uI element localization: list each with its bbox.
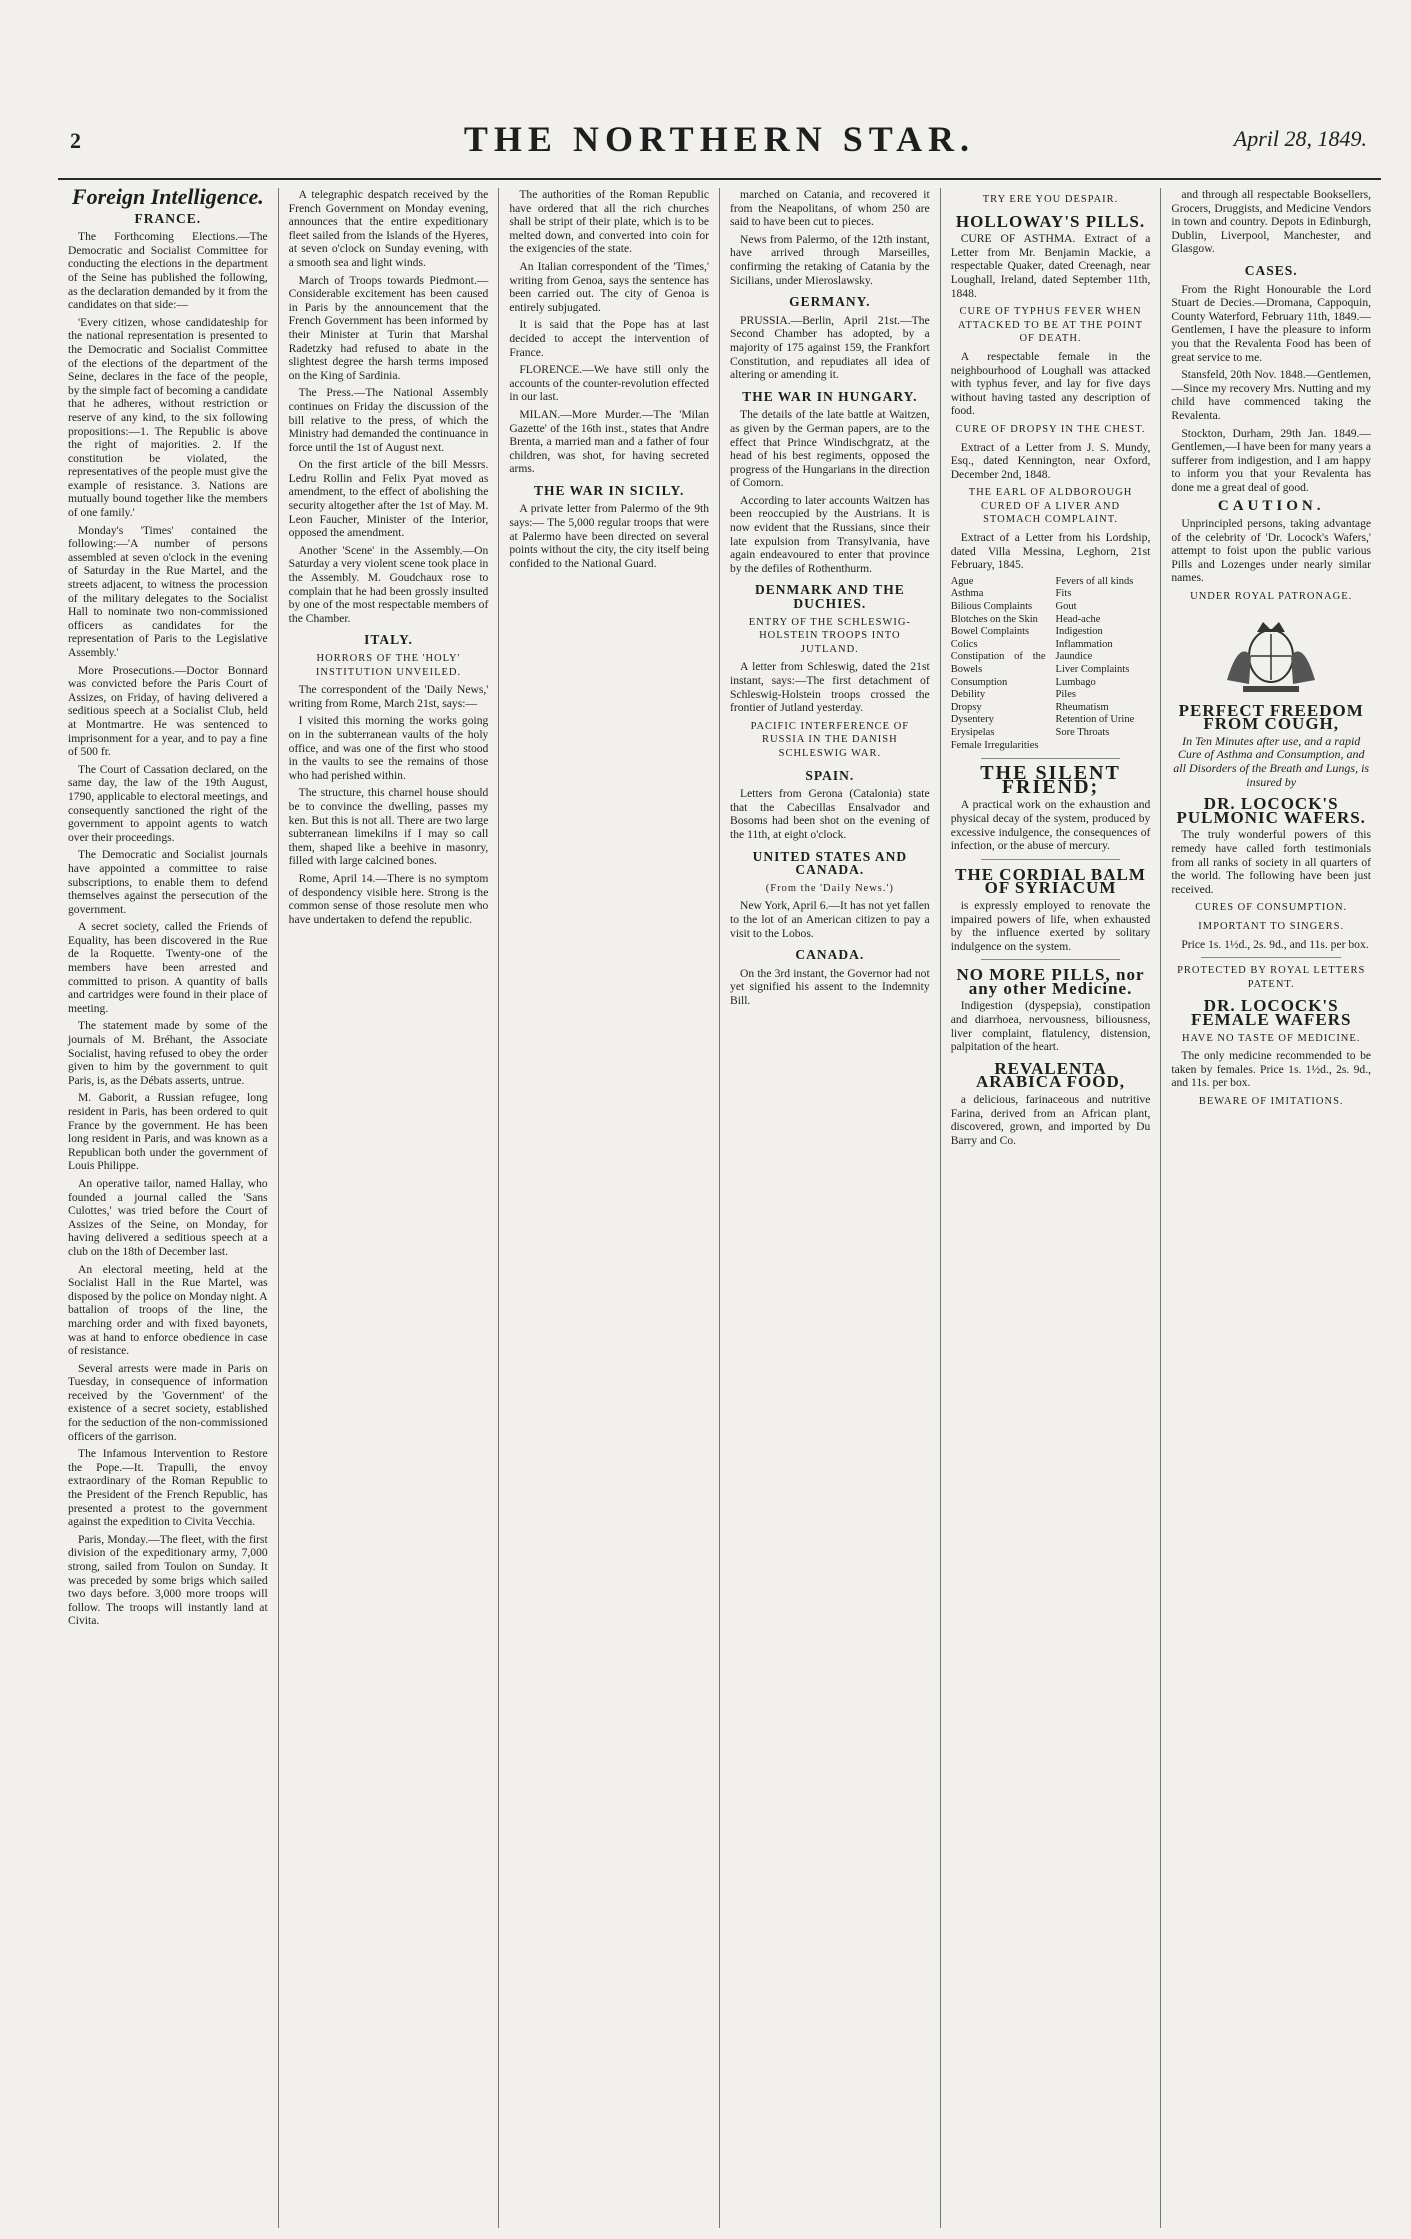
article-paragraph: The details of the late battle at Waitzen, as given by the German papers, are to the effect that Prince Windischgratz, at the head of his best regiments, opposed the progress of the Hungarians in the direction of Comorn. <box>730 408 930 490</box>
ad-kicker: CURE OF TYPHUS FEVER WHEN ATTACKED TO BE AT THE POINT OF DEATH. <box>958 306 1143 345</box>
section-heading: PROTECTED BY ROYAL LETTERS PATENT. <box>1177 965 1366 990</box>
article-paragraph: News from Palermo, of the 12th instant, have arrived through Marseilles, confirming the retaking of Catania by the Sicilians, under Mieroslawsky. <box>730 232 930 287</box>
newspaper-title: THE NORTHERN STAR. <box>463 119 976 159</box>
country-heading: CANADA. <box>795 947 865 963</box>
ad-body: Indigestion (dyspepsia), constipation and diarrhoea, nervousness, biliousness, liver complaint, flatulency, distension, palpitation of the heart. <box>950 999 1151 1054</box>
issue-date: April 28, 1849. <box>1233 126 1367 151</box>
article-source: (From the 'Daily News.') <box>765 882 894 894</box>
article-paragraph: It is said that the Pope has at last decided to accept the intervention of France. <box>509 318 710 359</box>
article-paragraph: On the 3rd instant, the Governor had not yet signified his assent to the Indemnity Bill. <box>730 966 930 1007</box>
ad-kicker: THE EARL OF ALDBOROUGH CURED OF A LIVER AND STOMACH COMPLAINT. <box>968 487 1133 526</box>
list-item: Bowel Complaints <box>950 626 1030 638</box>
ad-body: Extract of a Letter from J. S. Mundy, Esq., dated Kennington, near Oxford, December 2nd, 1848. <box>950 440 1151 481</box>
article-subheading: ENTRY OF THE SCHLESWIG-HOLSTEIN TROOPS INTO JUTLAND. <box>748 616 911 655</box>
country-heading: FRANCE. <box>134 210 202 226</box>
section-heading: IMPORTANT TO SINGERS. <box>1198 920 1345 932</box>
list-item: Indigestion <box>1055 626 1103 638</box>
article-paragraph: The statement made by some of the journals of M. Bréhant, the Associate Socialist, having refused to obey the order given to him by the government to quit Paris, is, as the Débats asserts, untrue. <box>68 1019 268 1087</box>
ad-subtitle: In Ten Minutes after use, and a rapid Cure of Asthma and Consumption, and all Disorders of the Breath and Lungs, is insured by <box>1173 733 1370 789</box>
article-paragraph: Stansfeld, 20th Nov. 1848.—Gentlemen,—Since my recovery Mrs. Nutting and my child have commenced taking the Revalenta. <box>1171 368 1372 422</box>
article-paragraph: Unprincipled persons, taking advantage of the celebrity of 'Dr. Locock's Wafers,' attempt to foist upon the public various Pills and Lozenges under nearly similar names. <box>1171 517 1372 585</box>
article-paragraph: March of Troops towards Piedmont.—Considerable excitement has been caused in Paris by the announcement that the French Government has been informed by their Minister at Turin that Marshal Radetzky had refused to abate in the slightest degree the harsh terms imposed on the King of Sardinia. <box>288 273 489 382</box>
column-2 <box>279 188 500 2228</box>
list-item: Asthma <box>950 588 984 600</box>
article-paragraph: MILAN.—More Murder.—The 'Milan Gazette' of the 16th inst., states that Andre Brenta, a married man and a father of four children, was shot, for having secreted arms. <box>509 407 710 476</box>
list-item: Consumption <box>950 676 1008 688</box>
article-paragraph: A private letter from Palermo of the 9th says:— The 5,000 regular troops that were at Palermo have been directed on several points without the city, the city itself being confided to the National Guard. <box>509 502 710 570</box>
column-4 <box>720 188 941 2228</box>
ad-title: THE SILENT FRIEND; <box>980 762 1121 798</box>
ad-title: PERFECT FREEDOM FROM COUGH, <box>1178 700 1364 734</box>
list-item: Fits <box>1055 588 1072 600</box>
article-paragraph: and through all respectable Booksellers, Grocers, Druggists, and Medicine Vendors in town and country. Depots in Edinburgh, Dublin, Liverpool, Manchester, and Glasgow. <box>1171 188 1372 256</box>
list-item: Piles <box>1055 689 1076 701</box>
royal-crest-icon <box>1217 610 1325 696</box>
list-item: Female Irregularities <box>950 739 1039 751</box>
list-item: Constipation of the Bowels <box>950 651 1046 675</box>
patronage-heading: UNDER ROYAL PATRONAGE. <box>1190 591 1353 603</box>
article-paragraph: 'Every citizen, whose candidateship for the national representation is presented to the Democratic and Socialist Committee of the elections of the department of the Seine, declares in the face of the people, by the simple fact of becoming a candidate that he adheres, without restriction or reserve of any kind, to the six following propositions:—1. The Republic is above the right of majorities. 2. If the constitution be violated, the representatives of the people must give the example of resistance. 3. Nations are mutually bound together like the members of one family.' <box>68 315 268 520</box>
ad-body: Extract of a Letter from his Lordship, dated Villa Messina, Leghorn, 21st February, 1845. <box>950 531 1151 572</box>
section-title: Foreign Intelligence. <box>71 188 264 209</box>
section-heading: CASES. <box>1244 262 1298 278</box>
country-heading: ITALY. <box>364 632 413 648</box>
list-item: Bilious Complaints <box>950 601 1033 613</box>
list-item: Rheumatism <box>1055 701 1109 713</box>
divider <box>1201 957 1341 958</box>
article-paragraph: I visited this morning the works going on in the subterranean vaults of the holy office, and was one of the first who stood in the vaults to see the remains of those who had perished within. <box>288 714 489 782</box>
article-paragraph: The Democratic and Socialist journals have appointed a committee to raise subscriptions, to enable them to defend themselves against the persecution of the government. <box>68 848 268 916</box>
column-3 <box>499 188 720 2228</box>
ad-body: The truly wonderful powers of this remedy have called forth testimonials from all ranks of society in all quarters of the world. The following have been just received. <box>1171 828 1372 896</box>
page-number: 2 <box>70 128 81 153</box>
article-subheading: PACIFIC INTERFERENCE OF RUSSIA IN THE DANISH SCHLESWIG WAR. <box>750 720 910 759</box>
list-item: Retention of Urine <box>1055 714 1135 726</box>
section-heading: CURES OF CONSUMPTION. <box>1195 902 1348 914</box>
article-paragraph: The correspondent of the 'Daily News,' writing from Rome, March 21st, says:— <box>288 683 489 710</box>
article-paragraph: An electoral meeting, held at the Socialist Hall in the Rue Martel, was disposed by the police on Monday night. A battalion of troops of the line, the marching order and with fixed bayonets, was at hand to enforce obedience in case of resistance. <box>68 1262 268 1358</box>
remedy-list-right <box>1056 576 1151 752</box>
ad-body: is expressly employed to renovate the impaired powers of life, when exhausted by the influence exerted by solitary indulgence on the system. <box>950 898 1151 953</box>
remedy-list-left <box>951 576 1046 752</box>
article-columns <box>58 188 1381 2228</box>
country-heading: SPAIN. <box>805 767 855 783</box>
list-item: Lumbago <box>1055 676 1096 688</box>
article-paragraph: On the first article of the bill Messrs. Ledru Rollin and Felix Pyat moved as amendment, to the effect of abolishing the security altogether after the 1st of May. M. Leon Faucher, Minister of the Interior, opposed the amendment. <box>288 458 489 540</box>
list-item: Blotches on the Skin <box>950 613 1038 625</box>
article-subheading: HORRORS OF THE 'HOLY' INSTITUTION UNVEILED. <box>315 653 462 678</box>
column-6 <box>1161 188 1381 2228</box>
divider <box>981 758 1121 759</box>
list-item: Dropsy <box>950 701 982 713</box>
article-paragraph: According to later accounts Waitzen has been reoccupied by the Austrians. It is now evident that the Russians, since their late expulsion from Transylvania, have again endeavoured to enter that province by the defiles of Rothenthurm. <box>730 493 930 575</box>
article-paragraph: PRUSSIA.—Berlin, April 21st.—The Second Chamber has adopted, by a majority of 175 against 159, the Frankfort Constitution, and repudiates all idea of altering or amending it. <box>730 313 930 382</box>
article-paragraph: The Press.—The National Assembly continues on Friday the discussion of the bill relative to the press, of which the Ministry had demanded the continuance in force until the 1st of August next. <box>288 386 489 454</box>
ad-body: a delicious, farinaceous and nutritive Farina, derived from an African plant, discovered, grown, and imported by Du Barry and Co. <box>950 1093 1151 1147</box>
article-paragraph: The structure, this charnel house should be to convince the dwelling, passes my ken. But this is not all. There are two large subterranean limekilns if I may so call them, shaped like a beehive in masonry, filled with large calcined bones. <box>288 786 489 868</box>
list-item: Jaundice <box>1055 651 1093 663</box>
list-item: Sore Throats <box>1055 726 1110 738</box>
ad-body: CURE OF ASTHMA. Extract of a Letter from Mr. Benjamin Mackie, a respectable Quaker, dated Creenagh, near Loughall, Ireland, dated September 11th, 1848. <box>950 232 1151 300</box>
ad-title: DR. LOCOCK'S FEMALE WAFERS <box>1190 996 1352 1029</box>
ad-title: DR. LOCOCK'S PULMONIC WAFERS. <box>1176 794 1366 827</box>
masthead <box>58 0 1381 180</box>
article-paragraph: The Infamous Intervention to Restore the Pope.—It. Trapulli, the envoy extraordinary of the Roman Republic to the President of the French Republic, has presented a protest to the government against the expedition to Civita Vecchia. <box>68 1447 268 1529</box>
article-paragraph: New York, April 6.—It has not yet fallen to the lot of an American citizen to pay a visit to the Lobos. <box>730 899 930 940</box>
list-item: Erysipelas <box>950 726 995 738</box>
country-heading: GERMANY. <box>789 294 871 310</box>
article-paragraph: An Italian correspondent of the 'Times,' writing from Genoa, says the sentence has been carried out. The city of Genoa is entirely subjugated. <box>509 259 710 314</box>
article-paragraph: Another 'Scene' in the Assembly.—On Saturday a very violent scene took place in the Assembly. M. Goudchaux rose to complain that he had been grossly insulted by one of the most respectable members of the Chamber. <box>288 543 489 625</box>
caution-title: CAUTION. <box>1217 498 1325 515</box>
ad-kicker: TRY ERE YOU DESPAIR. <box>982 194 1119 205</box>
list-item: Inflammation <box>1055 638 1113 650</box>
article-paragraph: A telegraphic despatch received by the French Government on Monday evening, announces that the entire expeditionary fleet sailed from the Islands of the Hyeres, at seven o'clock on Sunday evening, with a smooth sea and light winds. <box>288 188 489 269</box>
section-heading: UNITED STATES AND CANADA. <box>752 848 908 878</box>
list-item: Debility <box>950 689 986 701</box>
section-heading: BEWARE OF IMITATIONS. <box>1198 1095 1344 1107</box>
article-paragraph: An operative tailor, named Hallay, who founded a journal called the 'Sans Culottes,' was tried before the Court of Assizes of the Seine, on Monday, for having delivered a seditious speech at a club on the 18th of December last. <box>68 1176 268 1258</box>
article-paragraph: marched on Catania, and recovered it from the Neapolitans, of whom 250 are said to have been cut to pieces. <box>730 188 930 229</box>
article-paragraph: Paris, Monday.—The fleet, with the first division of the expeditionary army, 7,000 strong, sailed from Toulon on Sunday. It was preceded by some brigs which sailed two days before. 3,000 more troops will follow. The troops will instantly land at Civita. <box>68 1532 268 1628</box>
ad-title: REVALENTA ARABICA FOOD, <box>976 1058 1126 1092</box>
ad-title: THE CORDIAL BALM OF SYRIACUM <box>955 864 1146 898</box>
article-paragraph: Rome, April 14.—There is no symptom of despondency visible here. Strong is the common sense of those resolute men who have undertaken to defend the republic. <box>288 871 489 926</box>
article-paragraph: Letters from Gerona (Catalonia) state that the Cabecillas Ensalvador and Bosoms had been shot on the evening of the 11th, at eight o'clock. <box>730 787 930 841</box>
ad-title: HOLLOWAY'S PILLS. <box>955 211 1146 231</box>
list-item: Liver Complaints <box>1055 664 1130 675</box>
price-line: Price 1s. 1½d., 2s. 9d., and 11s. per box. <box>1181 937 1369 951</box>
list-item: Colics <box>950 638 978 650</box>
column-1 <box>58 188 279 2228</box>
section-heading: DENMARK AND THE DUCHIES. <box>754 582 905 612</box>
ad-kicker: CURE OF DROPSY IN THE CHEST. <box>955 423 1146 435</box>
ad-body: The only medicine recommended to be taken by females. Price 1s. 1½d., 2s. 9d., and 11s. per box. <box>1171 1049 1372 1090</box>
list-item: Gout <box>1055 601 1077 613</box>
ad-body: A practical work on the exhaustion and physical decay of the system, produced by excessive indulgence, the consequences of infection, or the abuse of mercury. <box>950 798 1151 853</box>
article-paragraph: Stockton, Durham, 29th Jan. 1849.—Gentlemen,—I have been for many years a sufferer from indigestion, and I am happy to inform you that your Revalenta has done me a great deal of good. <box>1171 426 1372 494</box>
article-paragraph: From the Right Honourable the Lord Stuart de Decies.—Dromana, Cappoquin, County Waterford, February 11th, 1849.—Gentlemen, I have the pleasure to inform you that the Revalenta Food has been of great service to me. <box>1171 282 1372 364</box>
ad-body: A respectable female in the neighbourhood of Loughall was attacked with typhus fever, and lay for five days without having tasted any description of food. <box>950 349 1151 418</box>
article-paragraph: The Court of Cassation declared, on the same day, the law of the 19th August, 1790, applicable to electoral meetings, and consequently sanctioned the right of the government to appoint agents to watch over their proceedings. <box>68 762 268 844</box>
article-paragraph: M. Gaborit, a Russian refugee, long resident in Paris, has been ordered to quit France by the government. He has been long resident in Paris, and was known as a Republican both under the government of Louis Philippe. <box>68 1091 268 1173</box>
section-heading: THE WAR IN SICILY. <box>534 482 685 498</box>
list-item: Fevers of all kinds <box>1055 575 1134 587</box>
article-paragraph: Several arrests were made in Paris on Tuesday, in consequence of information received by the 'Government' of the existence of a secret society, established for the seduction of the non-commissioned officers of the garrison. <box>68 1361 268 1443</box>
divider <box>981 959 1121 960</box>
article-paragraph: The authorities of the Roman Republic have ordered that all the rich churches shall be stript of their plate, which is to be melted down, and converted into coin for the exigencies of the state. <box>509 188 710 256</box>
article-paragraph: FLORENCE.—We have still only the accounts of the counter-revolution effected in our last. <box>509 363 710 404</box>
article-paragraph: A secret society, called the Friends of Equality, has been discovered in the Rue de la Roquette. Twenty-one of the members have been arrested and committed to prison. A quantity of balls and cartridges were found in their place of meeting. <box>68 920 268 1015</box>
article-paragraph: Monday's 'Times' contained the following:—'A number of persons assembled at seven o'clock in the evening of Saturday in the Rue Martel, and the streets adjacent, to witness the procession of the military delegates to the Socialist Hall to nominate two non-commissioned officers as candidates for the representation of Paris to the Legislative Assembly.' <box>68 523 268 659</box>
article-paragraph: More Prosecutions.—Doctor Bonnard was convicted before the Paris Court of Assizes, on Friday, of having delivered a seditious speech at a Socialist Club, held at Montmartre. He was sentenced to imprisonment for a year, and to pay a fine of 500 fr. <box>68 663 268 759</box>
column-5-advertisements <box>941 188 1162 2228</box>
article-paragraph: The Forthcoming Elections.—The Democratic and Socialist Committee for conducting the elections in the department of the Seine has published the following, as the declaration demanded by it from the candidates on that side:— <box>68 230 268 312</box>
divider <box>981 859 1121 860</box>
ad-subtitle: HAVE NO TASTE OF MEDICINE. <box>1181 1032 1361 1044</box>
ad-title: NO MORE PILLS, nor any other Medicine. <box>956 965 1145 998</box>
article-paragraph: A letter from Schleswig, dated the 21st instant, says:—The first detachment of Schleswig-Holstein troops crossed the frontier of Jutland yesterday. <box>730 660 930 715</box>
section-heading: THE WAR IN HUNGARY. <box>742 388 918 404</box>
list-item: Ague <box>950 575 974 587</box>
remedy-list <box>951 576 1151 752</box>
list-item: Head-ache <box>1055 613 1101 625</box>
list-item: Dysentery <box>950 714 994 726</box>
